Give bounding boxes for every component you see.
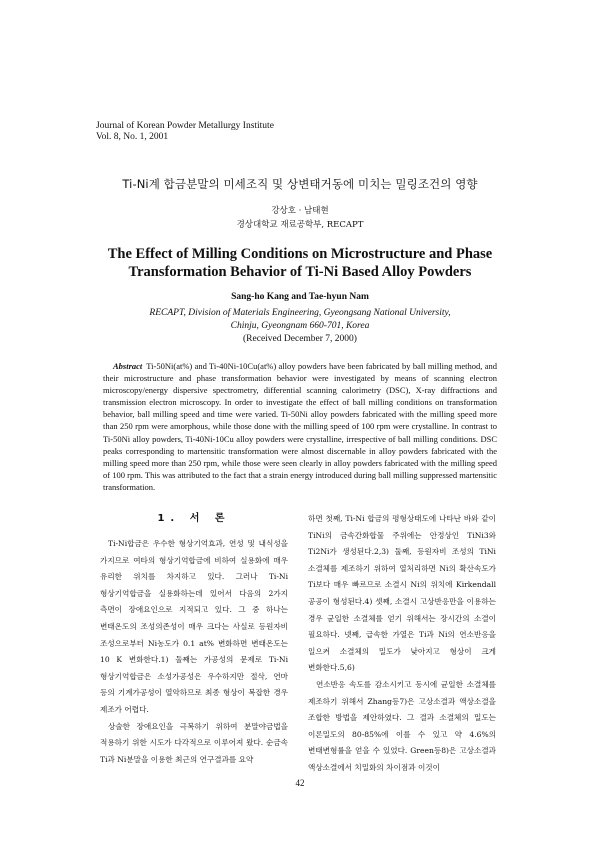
paragraph: Ti-Ni합금은 우수한 형상기억효과, 연성 및 내식성을 가지므로 여타의 형상기억합금에 비하여 실용화에 매우 유리한 위치를 차지하고 있다. 그러나 Ti-Ni 형상기억합금을 실용화하는데 있어서 다음의 2가지 측면이 장애요인으로 지적되고 있다. 그 중 하나는 변태온도의 조성의존성이 매우 크다는 사실로 등원자비 조성으로부터 Ni농도가 0.1 at% 변화하면 변태온도는 10 K 변화한다.1) 둘째는 가공성의 문제로 Ti-Ni 형상기억합금은 소성가공성은 우수하지만 절삭, 연마 등의 기계가공성이 열악하므로 최종 형상이 복잡한 경우 제조가 어렵다. bbox=[100, 539, 288, 714]
paragraph: 하면 첫째, Ti-Ni 합금의 평형상태도에 나타난 바와 같이 TiNi의 금속간화합물 주위에는 안정상인 TiNi3와 Ti2Ni가 생성된다.2,3) 둘째, 등원자비 조성의 TiNi 소결체를 제조하기 위하여 열처리하면 Ni의 확산속도가 Ti보다 매우 빠르므로 소결시 Ni의 위치에 Kirkendall 공공이 형성된다.4) 셋째, 소결시 고상반응만을 이용하는 경우 균일한 소결체를 얻기 위해서는 장시간의 소결이 필요하다. 넷째, 급속한 가열은 Ti과 Ni의 연소반응을 일으켜 소결체의 밀도가 낮아지고 형상이 크게 변화한다.5,6) bbox=[308, 514, 496, 673]
english-title-line2: Transformation Behavior of Ti-Ni Based Alloy Powders bbox=[128, 264, 472, 280]
english-title bbox=[0, 245, 600, 281]
abstract-text: Ti-50Ni(at%) and Ti-40Ni-10Cu(at%) alloy powders have been fabricated by ball milling method, and their microstructure and phase transformation behavior were investigated by means of scanning electron microscopy/energy dispersive spectrometry, differential scanning calorimetry (DSC), X-ray diffractions and transmission electron microscopy. In order to investigate the effect of ball milling conditions on transformation behavior, ball milling speed and time were varied. Ti-50Ni alloy powders fabricated with the milling speed more than 250 rpm were amorphous, while those done with the milling speed of 100 rpm were crystalline. In contrast to Ti-50Ni alloy powders, Ti-40Ni-10Cu alloy powders were crystalline, irrespective of ball milling conditions. DSC peaks corresponding to martensitic transformation were almost discernable in alloy powders fabricated with the milling speed more than 250 rpm, while those were seen clearly in alloy powders fabricated with the milling speed of 100 rpm. This was attributed to the fact that a strain energy introduced during ball milling suppressed martensitic transformation. bbox=[103, 361, 497, 492]
journal-header bbox=[96, 121, 274, 143]
english-title-line1: The Effect of Milling Conditions on Microstructure and Phase bbox=[107, 246, 493, 262]
journal-volume: Vol. 8, No. 1, 2001 bbox=[96, 132, 169, 142]
paragraph: 상술한 장애요인을 극복하기 위하여 분말야금법을 적용하기 위한 시도가 다각적으로 이루어져 왔다. 순금속 Ti과 Ni분말을 이용한 최근의 연구결과를 요약 bbox=[100, 721, 288, 764]
section-heading: 1. 서 론 bbox=[157, 513, 231, 524]
korean-authors: 강상호 · 남태현 bbox=[271, 206, 329, 216]
korean-affiliation: 경상대학교 재료공학부, RECAPT bbox=[236, 220, 364, 230]
korean-title: Ti-Ni계 합금분말의 미세조직 및 상변태거동에 미치는 밀링조건의 영향 bbox=[122, 177, 478, 191]
paragraph: 연소반응 속도를 감소시키고 동시에 균일한 소결체를 제조하기 위해서 Zhang등7)은 고상소결과 액상소결을 조합한 방법을 제안하였다. 그 결과 소결체의 밀도는 이론밀도의 80-85%에 이를 수 있고 약 4.6%의 변태변형률을 얻을 수 있었다. Green등8)은 고상소결과 액상소결에서 치밀화의 차이점과 이것이 bbox=[308, 679, 496, 772]
english-affiliation-line1: RECAPT, Division of Materials Engineering, Gyeongsang National University, bbox=[149, 308, 451, 318]
left-column bbox=[100, 512, 288, 768]
page-number: 42 bbox=[295, 778, 305, 788]
received-date: (Received December 7, 2000) bbox=[243, 334, 357, 344]
abstract-label: Abstract bbox=[113, 361, 143, 371]
abstract bbox=[103, 360, 497, 493]
english-affiliation-line2: Chinju, Gyeongnam 660-701, Korea bbox=[230, 321, 370, 331]
english-authors: Sang-ho Kang and Tae-hyun Nam bbox=[231, 292, 369, 302]
journal-name: Journal of Korean Powder Metallurgy Institute bbox=[96, 121, 274, 131]
right-column bbox=[308, 511, 496, 777]
english-affiliation bbox=[0, 307, 600, 333]
